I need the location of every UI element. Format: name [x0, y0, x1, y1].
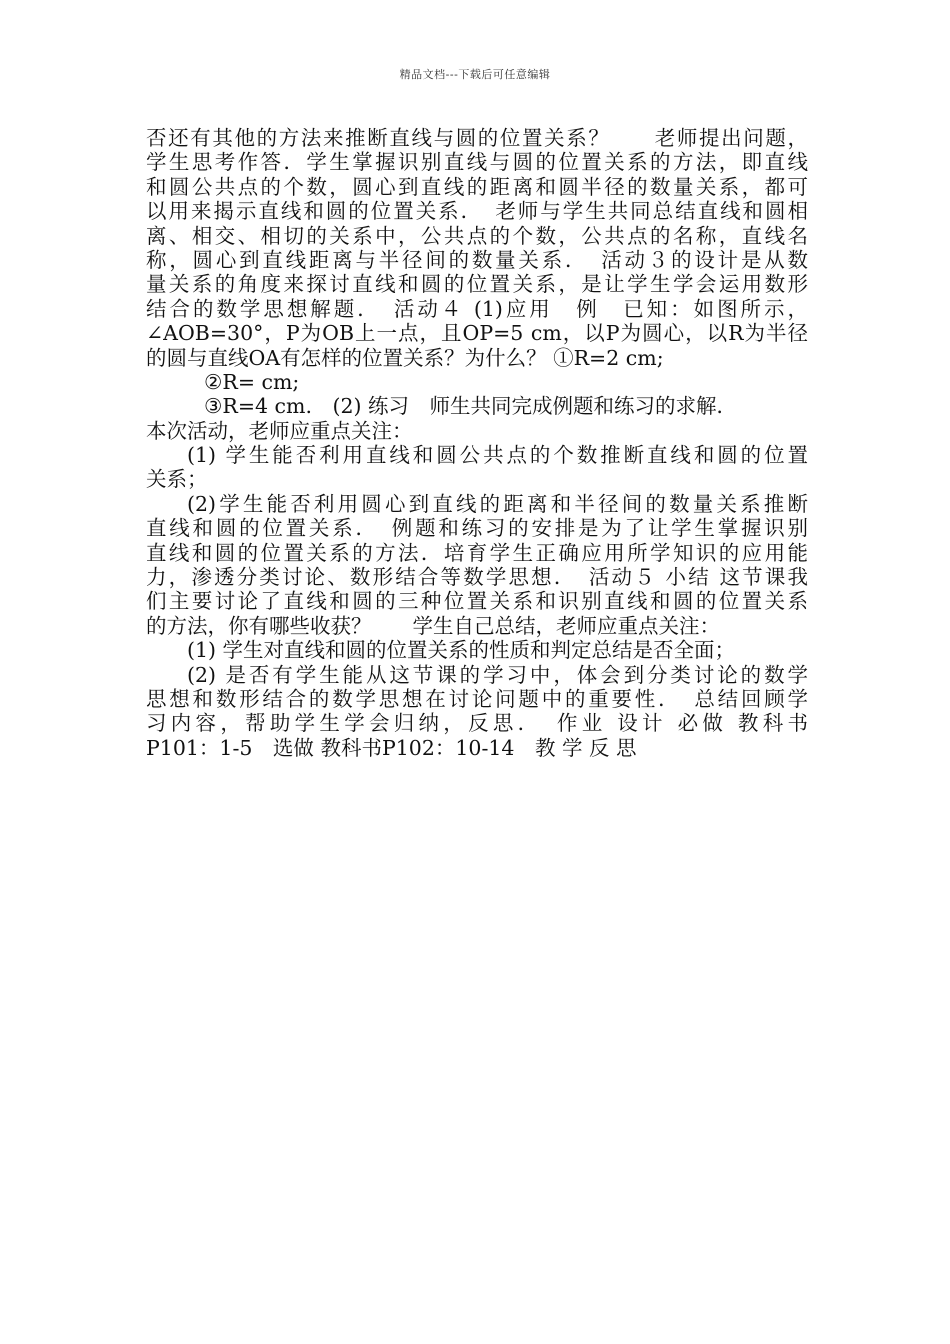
- body-line: P101：1-5 选做 教科书P102：10-14 教 学 反 思: [146, 735, 637, 760]
- body-line: 学生思考作答．学生掌握识别直线与圆的位置关系的方法，即直线: [146, 150, 808, 175]
- body-line: 结合的数学思想解题． 活动４ (1)应用 例 已知：如图所示，: [146, 296, 808, 321]
- body-line: ③R=4 cm. (2) 练习 师生共同完成例题和练习的求解．: [204, 394, 738, 419]
- body-line: 们主要讨论了直线和圆的三种位置关系和识别直线和圆的位置关系: [146, 589, 808, 614]
- body-line: ∠AOB=30°，P为OB上一点，且OP=5 cm，以P为圆心，以R为半径: [146, 321, 808, 346]
- body-line: 力，渗透分类讨论、数形结合等数学思想． 活动５ 小结 这节课我: [146, 565, 808, 590]
- body-line: ②R= cm;: [204, 369, 300, 394]
- body-line: 否还有其他的方法来推断直线与圆的位置关系？ 老师提出问题，: [146, 126, 808, 150]
- body-line: (2)学生能否利用圆心到直线的距离和半径间的数量关系推断: [187, 491, 808, 516]
- body-line: 离、相交、相切的关系中，公共点的个数，公共点的名称，直线名: [146, 223, 808, 248]
- body-line: 和圆公共点的个数，圆心到直线的距离和圆半径的数量关系，都可: [146, 174, 808, 199]
- page-header: 精品文档---下载后可任意编辑: [399, 68, 551, 81]
- body-line: 直线和圆的位置关系的方法．培育学生正确应用所学知识的应用能: [146, 540, 808, 565]
- body-line: 的方法，你有哪些收获？ 学生自己总结，老师应重点关注：: [146, 613, 720, 638]
- body-line: 关系；: [146, 467, 208, 492]
- body-line: (1) 学生能否利用直线和圆公共点的个数推断直线和圆的位置: [187, 443, 808, 468]
- body-line: 直线和圆的位置关系． 例题和练习的安排是为了让学生掌握识别: [146, 516, 808, 541]
- body-line: (1) 学生对直线和圆的位置关系的性质和判定总结是否全面；: [187, 638, 736, 663]
- body-line: 以用来揭示直线和圆的位置关系． 老师与学生共同总结直线和圆相: [146, 199, 808, 224]
- body-line: (2) 是否有学生能从这节课的学习中，体会到分类讨论的数学: [187, 662, 808, 687]
- body-line: 思想和数形结合的数学思想在讨论问题中的重要性． 总结回顾学: [146, 686, 808, 711]
- body-line: 称，圆心到直线距离与半径间的数量关系． 活动３的设计是从数: [146, 247, 808, 272]
- document-body: [146, 126, 808, 760]
- body-line: 本次活动，老师应重点关注：: [146, 418, 413, 443]
- body-line: 习内容，帮助学生学会归纳，反思． 作业 设计 必做 教科书: [146, 711, 808, 736]
- body-line: 的圆与直线OA有怎样的位置关系？为什么？ ①R=2 cm;: [146, 345, 664, 370]
- body-line: 量关系的角度来探讨直线和圆的位置关系，是让学生学会运用数形: [146, 272, 808, 297]
